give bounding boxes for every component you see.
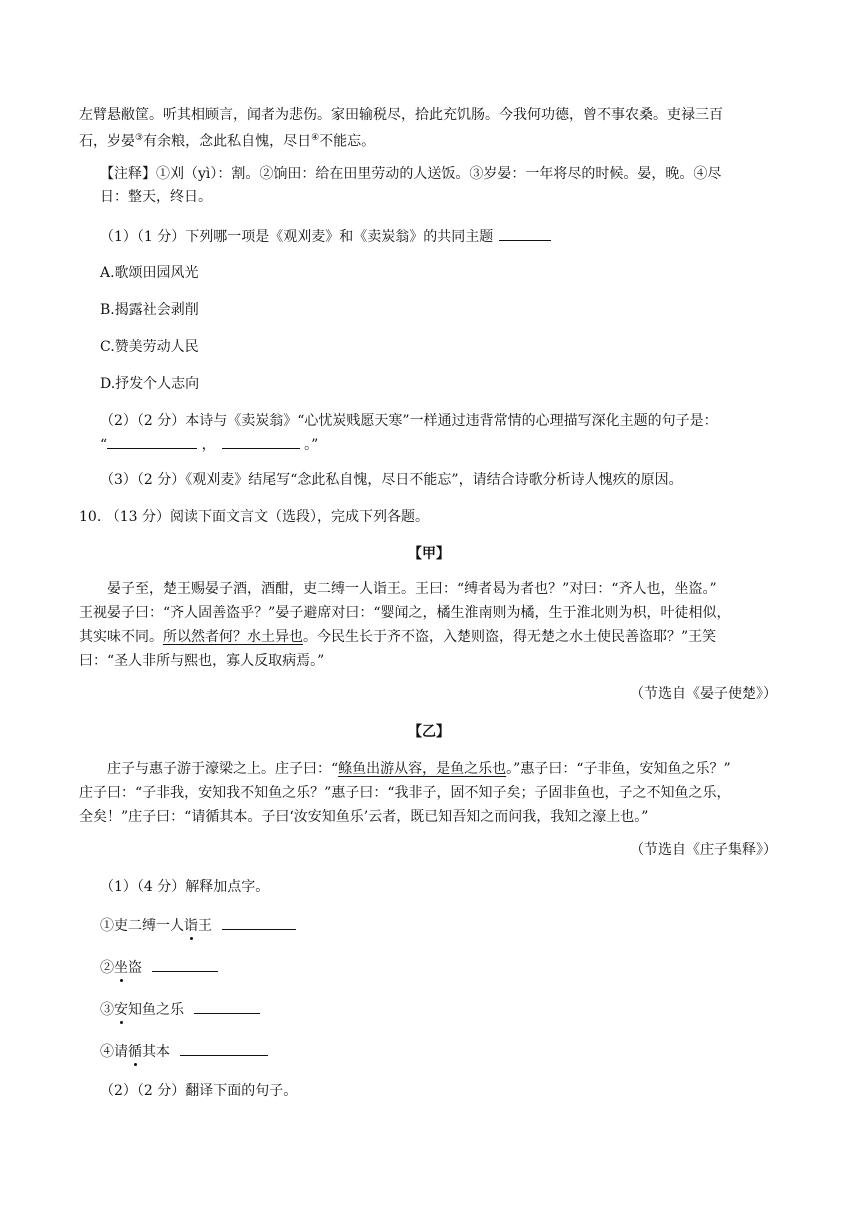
source-yi: （节选自《庄子集释》）: [630, 842, 777, 858]
passage-jia-line: 其实味不同。所以然者何？水土异也。今民生长于齐不盗，入楚则盗，得无楚之水土使民善盗耶？”王笑: [79, 629, 717, 645]
passage-jia-line: 王视晏子曰：“齐人固善盗乎？”晏子避席对曰：“婴闻之，橘生淮南则为橘，生于淮北则为枳，叶徒相似，: [79, 605, 731, 621]
question-10-2: （2）（2 分）翻译下面的句子。: [100, 1083, 298, 1099]
answer-blank[interactable]: [499, 225, 551, 241]
question-9-2: （2）（2 分）本诗与《卖炭翁》“心忧炭贱愿天寒”一样通过违背常情的心理描写深化主题的句子是：: [100, 413, 718, 429]
poem-line: 石，岁晏③有余粮，念此私自愧，尽日④不能忘。: [79, 133, 376, 150]
dotted-char: 诣: [184, 918, 198, 934]
option-c: C.赞美劳动人民: [100, 339, 199, 355]
passage-jia-line: 曰：“圣人非所与熙也，寡人反取病焉。”: [79, 653, 325, 669]
question-9-1: （1）（1 分）下列哪一项是《观刈麦》和《卖炭翁》的共同主题: [100, 225, 800, 248]
answer-blank[interactable]: [180, 1040, 268, 1056]
option-a: A.歌颂田园风光: [100, 265, 199, 281]
word-item-3: ③安知鱼之乐: [100, 998, 800, 1021]
notes-line: 日：整天，终日。: [100, 189, 212, 205]
question-9-3: （3）（2 分）《观刈麦》结尾写“念此私自愧，尽日不能忘”，请结合诗歌分析诗人愧疚的原因。: [100, 472, 683, 488]
dotted-char: 循: [128, 1044, 142, 1060]
passage-yi-line: 庄子与惠子游于濠梁之上。庄子曰：“鲦鱼出游从容，是鱼之乐也。”惠子曰：“子非鱼，安知鱼之乐？”: [107, 761, 731, 777]
underlined-sentence: 鲦鱼出游从容，是鱼之乐也: [338, 761, 507, 777]
word-item-1: ①吏二缚一人诣王: [100, 914, 800, 937]
source-jia: （节选自《晏子使楚》）: [630, 686, 777, 702]
option-b: B.揭露社会剥削: [100, 302, 199, 318]
question-9-2-blanks: “ ， 。”: [100, 433, 800, 456]
section-heading-yi: 【乙】: [408, 724, 450, 740]
notes-line: 【注释】①刈（yì）：割。②饷田：给在田里劳动的人送饭。③岁晏：一年将尽的时候。晏，晚。④尽: [100, 166, 722, 182]
option-d: D.抒发个人志向: [100, 376, 200, 392]
passage-jia-line: 晏子至，楚王赐晏子酒，酒酣，吏二缚一人诣王。王曰：“缚者曷为者也？”对曰：“齐人也，坐盗。”: [107, 581, 717, 597]
word-item-4: ④请循其本: [100, 1040, 800, 1063]
passage-yi-line: 全矣！”庄子曰：“请循其本。子曰‘汝安知鱼乐’云者，既已知吾知之而问我，我知之濠上也。”: [79, 809, 649, 825]
question-10-title: 10. （13 分）阅读下面文言文（选段），完成下列各题。: [79, 509, 429, 525]
passage-yi-line: 庄子曰：“子非我，安知我不知鱼之乐？”惠子曰：“我非子，固不知子矣；子固非鱼也，子之不知鱼之乐，: [79, 785, 731, 801]
answer-blank[interactable]: [152, 956, 218, 972]
word-item-2: ②坐盗: [100, 956, 800, 979]
answer-blank[interactable]: [222, 433, 300, 449]
answer-blank[interactable]: [107, 433, 197, 449]
dotted-char: 坐: [114, 960, 128, 976]
question-10-1: （1）（4 分）解释加点字。: [100, 879, 270, 895]
answer-blank[interactable]: [222, 914, 296, 930]
poem-line: 左臂悬敝筐。听其相顾言，闻者为悲伤。家田输税尽，拾此充饥肠。今我何功德，曾不事农桑。吏禄三百: [79, 107, 723, 123]
answer-blank[interactable]: [194, 998, 260, 1014]
underlined-sentence: 所以然者何？水土异也: [163, 629, 303, 645]
section-heading-jia: 【甲】: [408, 546, 450, 562]
dotted-char: 安: [114, 1002, 128, 1018]
